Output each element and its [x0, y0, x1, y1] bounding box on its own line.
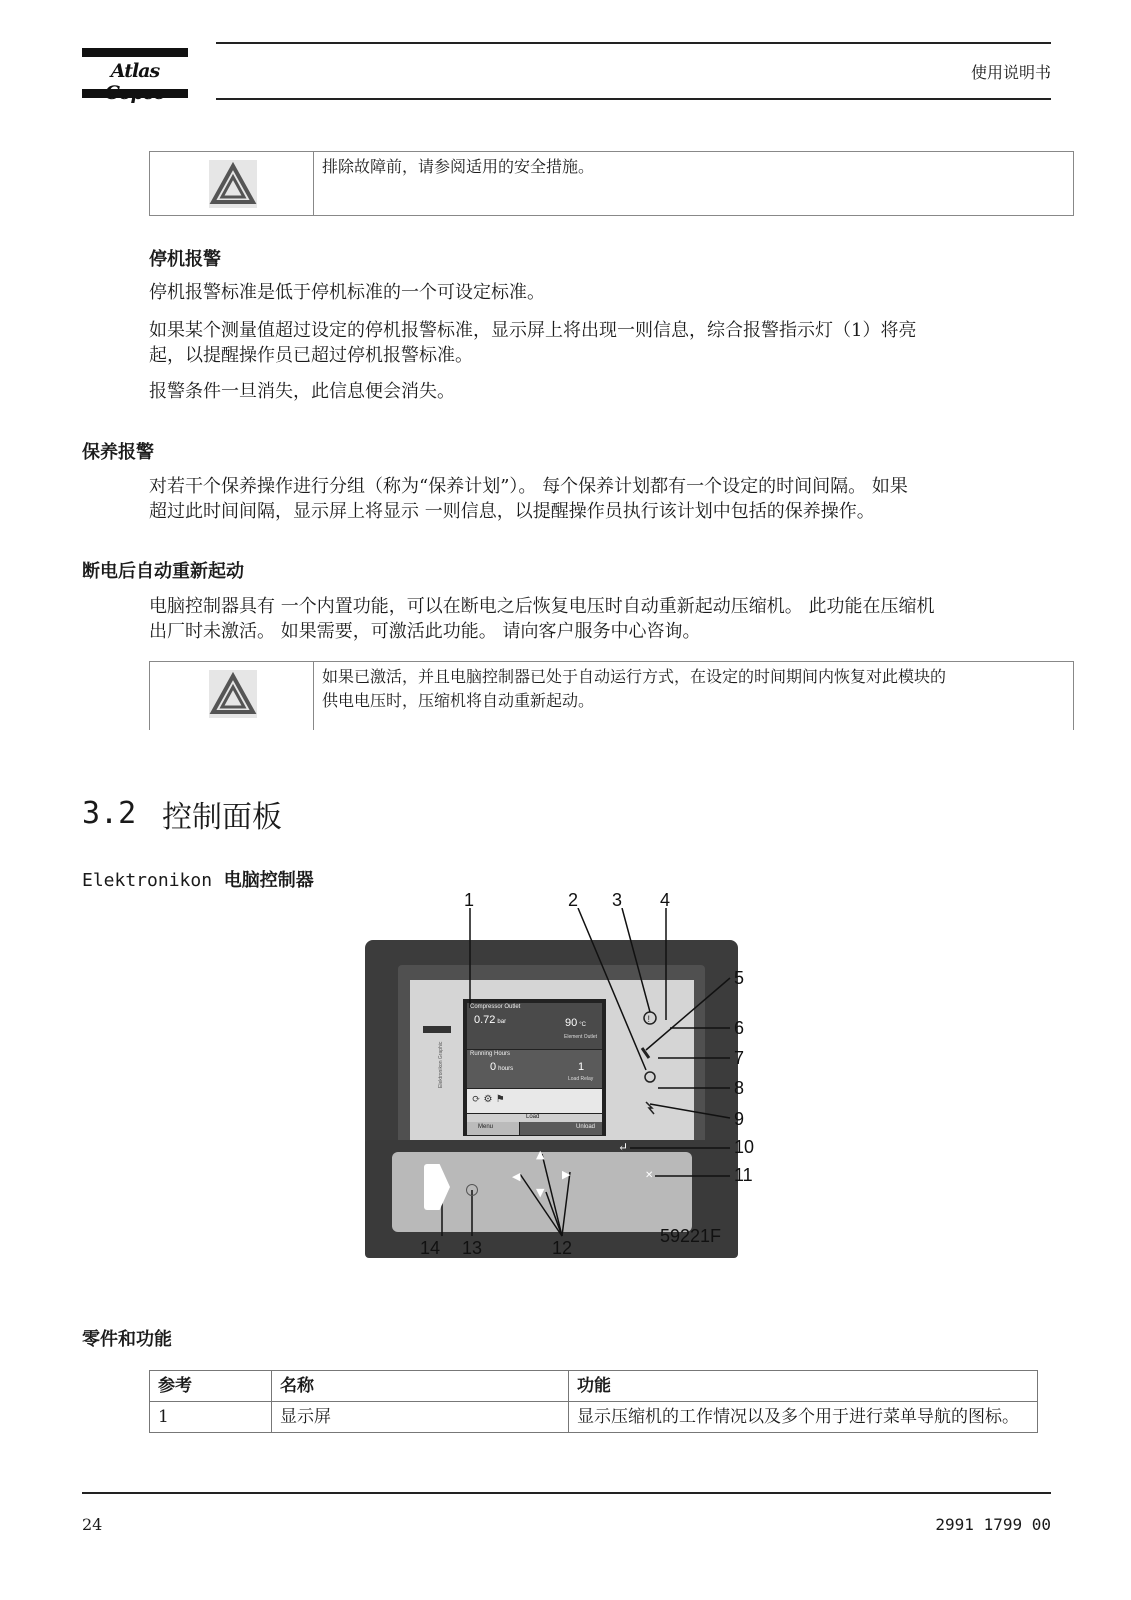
screen-temp-value: 90 °C [565, 1017, 586, 1029]
enter-button[interactable]: ↵ [618, 1140, 629, 1154]
header-rule-top [216, 42, 1051, 44]
parts-table [149, 1370, 1038, 1433]
screen-hours-label: Running Hours [470, 1051, 511, 1057]
stop-button[interactable] [466, 1184, 478, 1196]
paragraph-line: 起，以提醒操作员已超过停机报警标准。 [149, 345, 473, 366]
table-row [150, 1402, 1038, 1433]
column-header-ref: 参考 [150, 1371, 272, 1402]
footer-rule [82, 1492, 1051, 1494]
callout-9: 9 [734, 1109, 745, 1129]
screen-relay-label: Load Relay [568, 1076, 594, 1082]
paragraph: 停机报警标准是低于停机标准的一个可设定标准。 [149, 282, 545, 303]
safety-notice [149, 151, 1074, 216]
paragraph-line: 对若干个保养操作进行分组（称为“保养计划”）。 每个保养计划都有一个设定的时间间隔。 如果 [149, 476, 908, 497]
table-cell-ref: 1 [150, 1402, 272, 1433]
subtitle-cn: 电脑控制器 [223, 870, 314, 891]
notice-line: 如果已激活，并且电脑控制器已处于自动运行方式，在设定的时间期间内恢复对此模块的 [322, 667, 947, 686]
notice-text: 排除故障前，请参阅适用的安全措施。 [322, 157, 595, 176]
section-number: 3.2 [82, 796, 137, 831]
screen-unload-button[interactable]: Unload [576, 1124, 596, 1130]
notice-line: 供电电压时，压缩机将自动重新起动。 [322, 691, 595, 710]
screen-outlet-label: Compressor Outlet [470, 1004, 521, 1010]
callout-8: 8 [734, 1078, 745, 1098]
section-title: 控制面板 [162, 800, 282, 835]
callout-2: 2 [568, 890, 579, 910]
callout-13: 13 [462, 1238, 483, 1258]
screen-status-icons: ⟳ ⚙ ⚑ [472, 1094, 505, 1105]
section-heading-shutdown-warning: 停机报警 [149, 249, 221, 270]
arrow-down-button[interactable]: ▼ [536, 1186, 545, 1199]
page-number: 24 [82, 1515, 103, 1534]
arrow-left-button[interactable]: ◀ [512, 1170, 521, 1183]
control-panel-illustration [350, 908, 770, 1278]
warning-triangle-icon [209, 160, 257, 208]
callout-12: 12 [552, 1238, 573, 1258]
callout-6: 6 [734, 1018, 745, 1038]
callout-11: 11 [734, 1165, 753, 1185]
screen-menu-button[interactable]: Menu [478, 1124, 494, 1130]
header-rule-bottom [216, 98, 1051, 100]
screen-temp-label: Element Outlet [564, 1034, 598, 1040]
section-heading-service-warning: 保养报警 [82, 442, 154, 463]
figure-subtitle [82, 866, 314, 892]
section-heading-auto-restart: 断电后自动重新起动 [82, 561, 244, 582]
paragraph-line: 出厂时未激活。 如果需要，可激活此功能。 请向客户服务中心咨询。 [149, 621, 701, 642]
paragraph: 报警条件一旦消失，此信息便会消失。 [149, 381, 455, 402]
callout-1: 1 [464, 890, 475, 910]
callout-4: 4 [660, 890, 671, 910]
table-cell-name: 显示屏 [272, 1402, 569, 1433]
notice-icon-cell [150, 662, 314, 730]
table-header-row [150, 1371, 1038, 1402]
svg-text:!: ! [647, 1014, 651, 1024]
callout-10: 10 [734, 1137, 755, 1157]
paragraph-line: 电脑控制器具有 一个内置功能，可以在断电之后恢复电压时自动重新起动压缩机。 此功能在压缩机 [149, 596, 935, 617]
arrow-right-button[interactable]: ▶ [562, 1168, 571, 1181]
control-panel-figure [350, 890, 770, 1278]
document-type: 使用说明书 [970, 63, 1051, 82]
auto-restart-notice [149, 661, 1074, 730]
column-header-name: 名称 [272, 1371, 569, 1402]
screen-pressure-value: 0.72 bar [474, 1014, 507, 1026]
brand-logo [82, 48, 188, 100]
document-number: 2991 1799 00 [935, 1515, 1051, 1534]
callout-7: 7 [734, 1048, 745, 1068]
notice-text [322, 665, 1065, 713]
callout-14: 14 [420, 1238, 441, 1258]
svg-text:Elektronikon Graphic: Elektronikon Graphic [438, 1041, 444, 1088]
figure-id: 59221F [660, 1226, 722, 1246]
column-header-function: 功能 [569, 1371, 1038, 1402]
screen-status: Load [526, 1114, 540, 1120]
callout-3: 3 [612, 890, 623, 910]
arrow-up-button[interactable]: ▲ [536, 1148, 545, 1161]
screen-hours-value: 0 hours [490, 1061, 514, 1073]
notice-icon-cell [150, 152, 314, 215]
paragraph-line: 超过此时间间隔，显示屏上将显示 一则信息，以提醒操作员执行该计划中包括的保养操作。 [149, 501, 875, 522]
escape-button[interactable]: ✕ [645, 1170, 654, 1181]
subtitle-latin: Elektronikon [82, 870, 213, 891]
screen-relay-value: 1 [578, 1061, 585, 1073]
warning-triangle-icon [209, 670, 257, 718]
brand-name: Atlas [110, 60, 160, 82]
parts-heading: 零件和功能 [82, 1329, 172, 1350]
paragraph-line: 如果某个测量值超过设定的停机报警标准，显示屏上将出现一则信息，综合报警指示灯（1）将亮 [149, 320, 917, 341]
table-cell-function: 显示压缩机的工作情况以及多个用于进行菜单导航的图标。 [569, 1402, 1038, 1433]
callout-5: 5 [734, 968, 745, 988]
